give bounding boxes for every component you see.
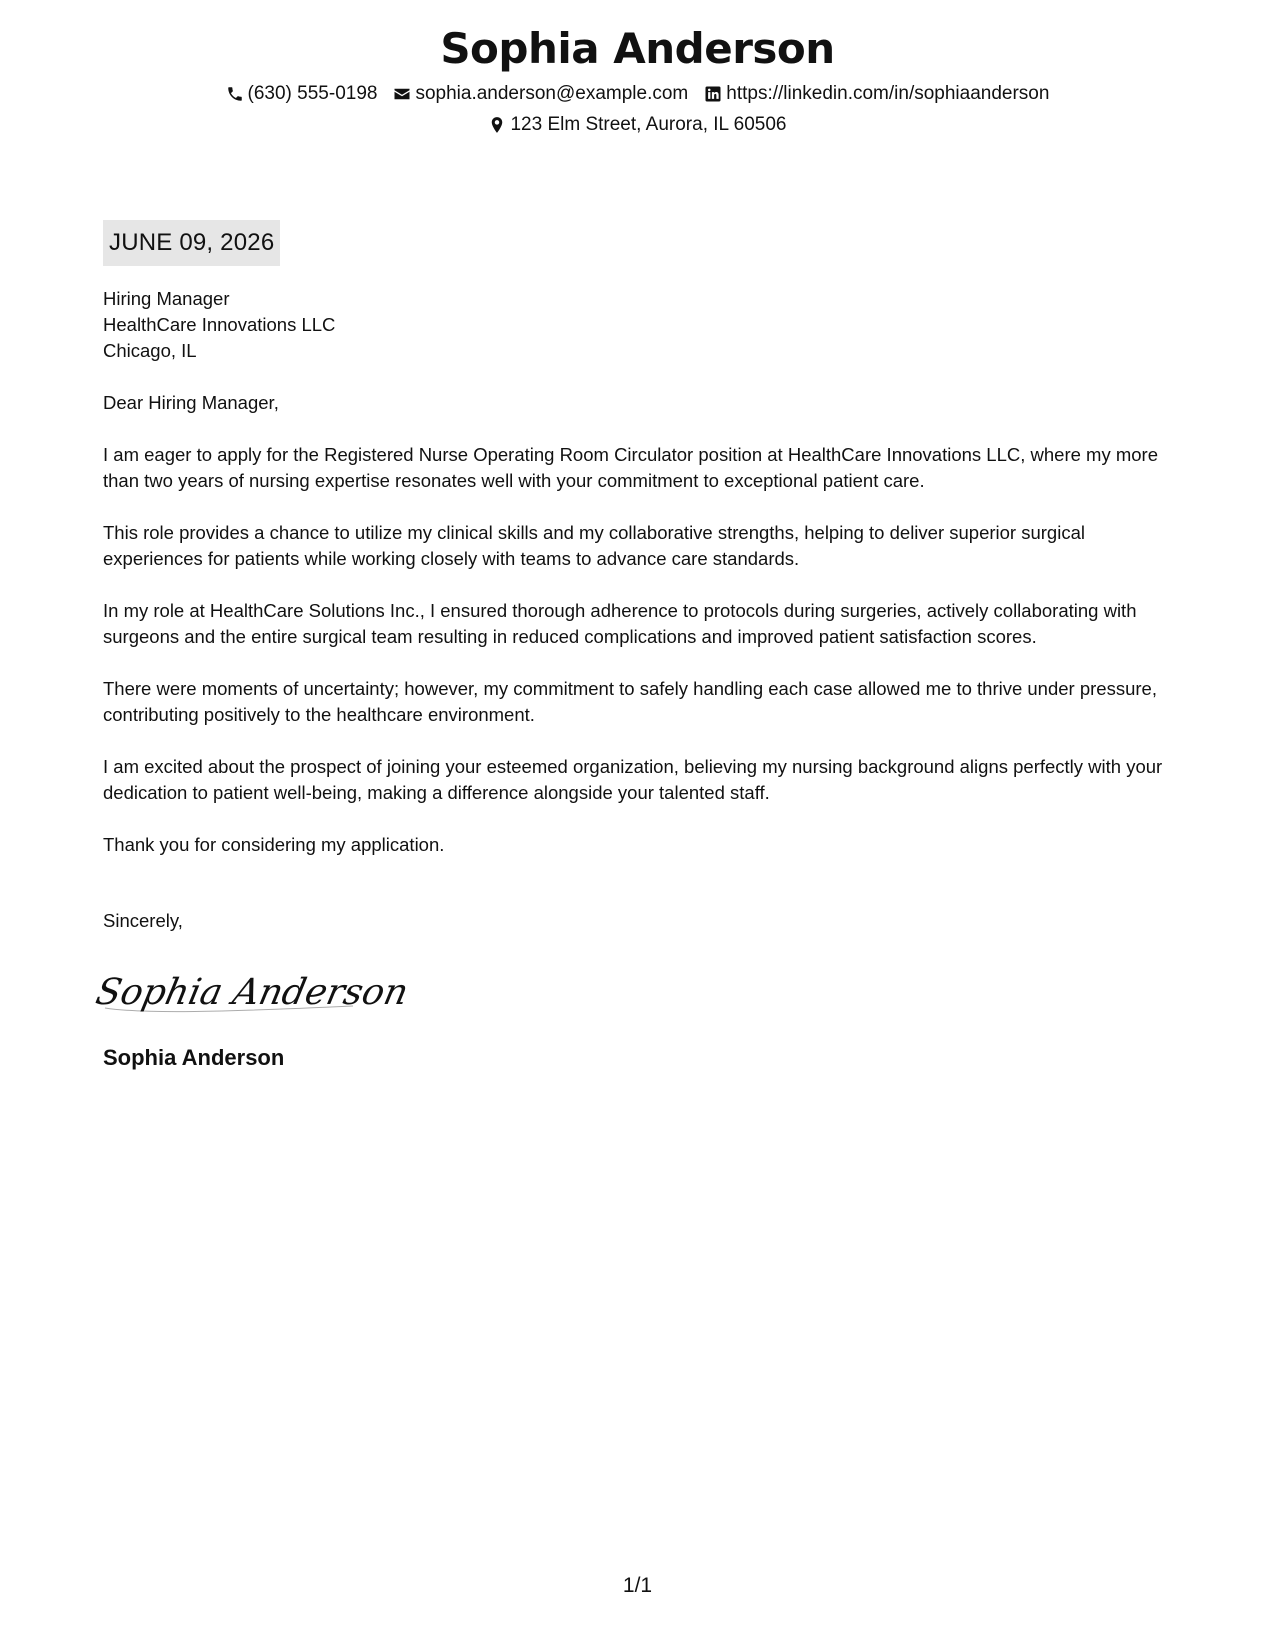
paragraph-enthusiasm: I am excited about the prospect of joining your esteemed organization, believing my nursing background aligns perfectly with your dedication to patient well-being, making a difference alongside your talented staff. — [103, 756, 1163, 803]
linkedin-link[interactable]: https://linkedin.com/in/sophiaanderson — [726, 83, 1050, 104]
paragraph-thanks: Thank you for considering my application. — [103, 834, 445, 855]
address-text: 123 Elm Street, Aurora, IL 60506 — [510, 114, 787, 135]
letter-header — [0, 22, 1275, 137]
paragraph-experience: In my role at HealthCare Solutions Inc., I ensured thorough adherence to protocols during surgeries, actively collaborating with surgeons and the entire surgical team resulting in reduced complications and improved patient satisfaction scores. — [103, 600, 1137, 647]
handwritten-signature — [92, 962, 1173, 1022]
email-link[interactable]: sophia.anderson@example.com — [415, 83, 689, 104]
signature-image — [92, 962, 413, 1022]
contact-linkedin — [704, 82, 1049, 106]
signed-name: Sophia Anderson — [103, 1045, 285, 1070]
envelope-icon — [393, 85, 411, 103]
applicant-name-title: Sophia Anderson — [440, 24, 835, 73]
contact-row-address — [0, 113, 1275, 137]
contact-address — [488, 113, 786, 137]
letter-body — [92, 220, 1173, 1072]
signature-script: Sophia Anderson — [92, 970, 413, 1013]
contact-email — [393, 82, 688, 106]
recipient-location: Chicago, IL — [103, 340, 197, 361]
phone-text: (630) 555-0198 — [247, 83, 378, 104]
recipient-block — [103, 286, 1173, 364]
map-marker-icon — [488, 116, 506, 134]
paragraph-intro: I am eager to apply for the Registered Nurse Operating Room Circulator position at HealthCare Innovations LLC, where my more than two years of nursing expertise resonates well with your commitment to exceptional patient care. — [103, 444, 1159, 491]
phone-icon — [226, 85, 244, 103]
page-number: 1/1 — [622, 1574, 653, 1597]
salutation: Dear Hiring Manager, — [103, 392, 279, 413]
contact-phone — [226, 82, 378, 106]
contact-row-primary — [0, 82, 1275, 106]
letter-date: JUNE 09, 2026 — [103, 220, 280, 266]
recipient-company: HealthCare Innovations LLC — [103, 314, 336, 335]
closing: Sincerely, — [103, 910, 183, 931]
recipient-title: Hiring Manager — [103, 288, 230, 309]
paragraph-role: This role provides a chance to utilize my clinical skills and my collaborative strengths, helping to deliver superior surgical experiences for patients while working closely with teams to advance care standards. — [103, 522, 1085, 569]
linkedin-icon — [704, 85, 722, 103]
paragraph-resilience: There were moments of uncertainty; however, my commitment to safely handling each case allowed me to thrive under pressure, contributing positively to the healthcare environment. — [103, 678, 1157, 725]
